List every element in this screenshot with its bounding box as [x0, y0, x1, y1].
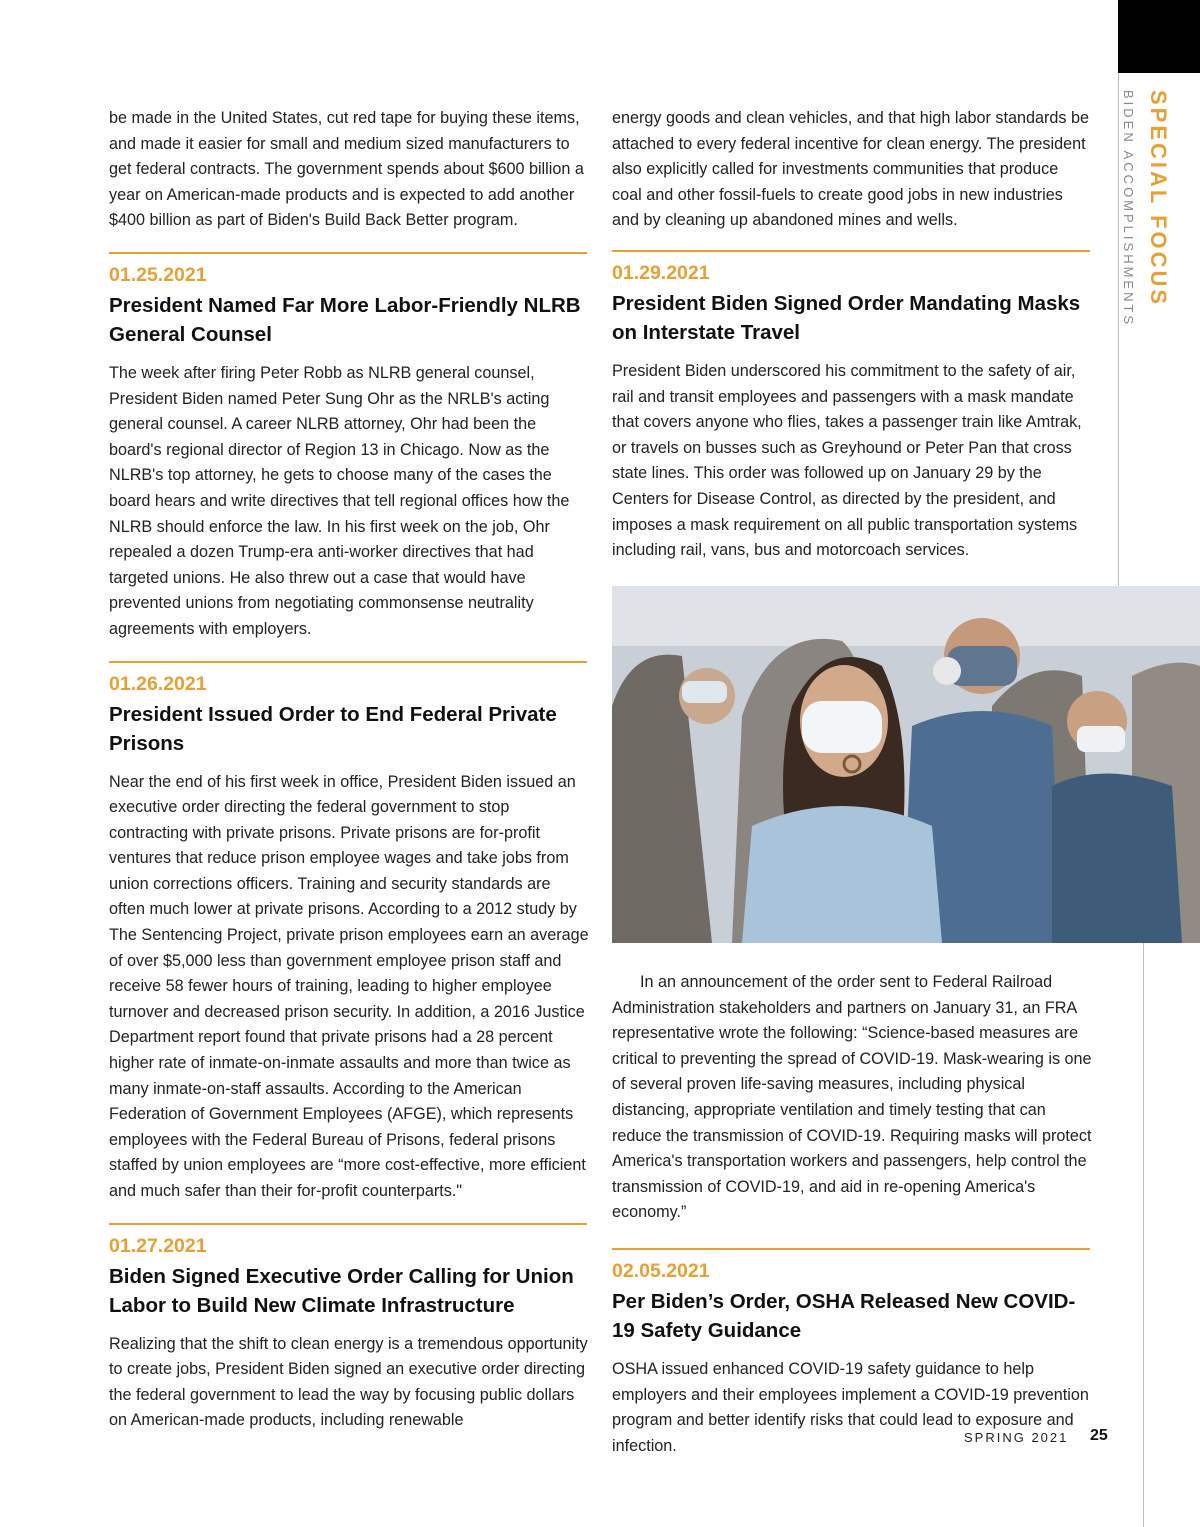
- section-rule: [109, 1223, 587, 1225]
- item-date: 01.27.2021: [109, 1234, 207, 1257]
- item-body: OSHA issued enhanced COVID-19 safety guidance to help employers and their employees implement a COVID-19 prevention program and better identify risks that could lead to exposure and infection.: [612, 1359, 1089, 1455]
- item-body: The week after firing Peter Robb as NLRB general counsel, President Biden named Peter Sung Ohr as the NRLB's acting general counsel. A career NLRB attorney, Ohr had been the board's regional director of Region 13 in Chicago. Now as the NLRB's top attorney, he gets to choose many of the cases the board hears and write directives that tell regional offices how the NLRB should enforce the law. In his first week on the job, Ohr repealed a dozen Trump-era anti-worker directives that had targeted unions. He also threw out a case that would have prevented unions from negotiating commonsense neutrality agreements with employers.: [109, 363, 570, 638]
- item-date: 01.29.2021: [612, 261, 710, 284]
- item-headline: President Issued Order to End Federal Private Prisons: [109, 702, 557, 755]
- masked-passengers-photo: [612, 586, 1200, 943]
- item-body: Near the end of his first week in office, President Biden issued an executive order directing the federal government to stop contracting with private prisons. Private prisons are for-profit ventures that reduce prison employee wages and take jobs from union corrections officers. Training and security standards are often much lower at private prisons. According to a 2012 study by The Sentencing Project, private prison employees earn an average of over $5,000 less than government employee prison staff and receive 58 fewer hours of training, leading to higher employee turnover and decreased prison security. In addition, a 2016 Justice Department report found that private prisons had a 28 percent higher rate of inmate-on-inmate assaults and more than twice as many inmate-on-staff assaults. According to the American Federation of Government Employees (AFGE), which represents employees with the Federal Bureau of Prisons, federal prisons staffed by union employees are “more cost-effective, more efficient and much safer than their for-profit counterparts.": [109, 772, 589, 1200]
- item-body: President Biden underscored his commitment to the safety of air, rail and transit employees and passengers with a mask mandate that covers anyone who flies, takes a passenger train like Amtrak, or travels on busses such as Greyhound or Peter Pan that cross state lines. This order was followed up on January 29 by the Centers for Disease Control, as directed by the president, and imposes a mask requirement on all public transportation systems including rail, vans, bus and motorcoach services.: [612, 361, 1082, 560]
- page-number: 25: [1090, 1427, 1108, 1444]
- left-column: [109, 106, 589, 1434]
- item-headline: Per Biden’s Order, OSHA Released New COVID-19 Safety Guidance: [612, 1289, 1076, 1342]
- right-column: [612, 106, 1092, 564]
- side-divider-lower: [1143, 943, 1144, 1527]
- left-intro-text: be made in the United States, cut red tape for buying these items, and made it easier for small and medium sized manufacturers to get federal contracts. The government spends about $600 billion a year on American-made products and is expected to add another $400 billion as part of Biden's Build Back Better program.: [109, 109, 584, 230]
- right-intro-text: energy goods and clean vehicles, and that high labor standards be attached to every federal incentive for clean energy. The president also explicitly called for investments communities that produce coal and other fossil-fuels to create good jobs in new industries and by cleaning up abandoned mines and wells.: [612, 109, 1089, 230]
- item-headline: President Biden Signed Order Mandating Masks on Interstate Travel: [612, 291, 1081, 344]
- section-rule: [109, 252, 587, 254]
- section-rule: [109, 661, 587, 663]
- item-body: Realizing that the shift to clean energy is a tremendous opportunity to create jobs, President Biden signed an executive order directing the federal government to lead the way by focusing public dollars on American-made products, including renewable: [109, 1334, 588, 1430]
- subsection-label: BIDEN ACCOMPLISHMENTS: [1121, 90, 1136, 328]
- fra-quote-text: In an announcement of the order sent to Federal Railroad Administration stakeholders and partners on January 31, an FRA representative wrote the following: “Science-based measures are critical to preventing the spread of COVID-19. Mask-wearing is one of several proven life-saving measures, including physical distancing, appropriate ventilation and timely testing that can reduce the transmission of COVID-19. Requiring masks will protect America's transportation workers and passengers, help control the transmission of COVID-19, and aid in re-opening America's economy.”: [612, 973, 1092, 1222]
- item-date: 01.26.2021: [109, 672, 207, 695]
- side-divider: [1118, 73, 1119, 593]
- item-headline: President Named Far More Labor-Friendly NLRB General Counsel: [109, 293, 581, 346]
- item-date: 02.05.2021: [612, 1259, 710, 1282]
- right-column-lower: [612, 970, 1092, 1459]
- section-rule: [612, 250, 1090, 252]
- section-label: SPECIAL FOCUS: [1146, 90, 1171, 308]
- corner-tab-block: [1118, 0, 1200, 73]
- section-rule: [612, 1248, 1090, 1250]
- item-date: 01.25.2021: [109, 263, 207, 286]
- issue-label: SPRING 2021: [964, 1430, 1069, 1445]
- item-headline: Biden Signed Executive Order Calling for Union Labor to Build New Climate Infrastructure: [109, 1264, 574, 1317]
